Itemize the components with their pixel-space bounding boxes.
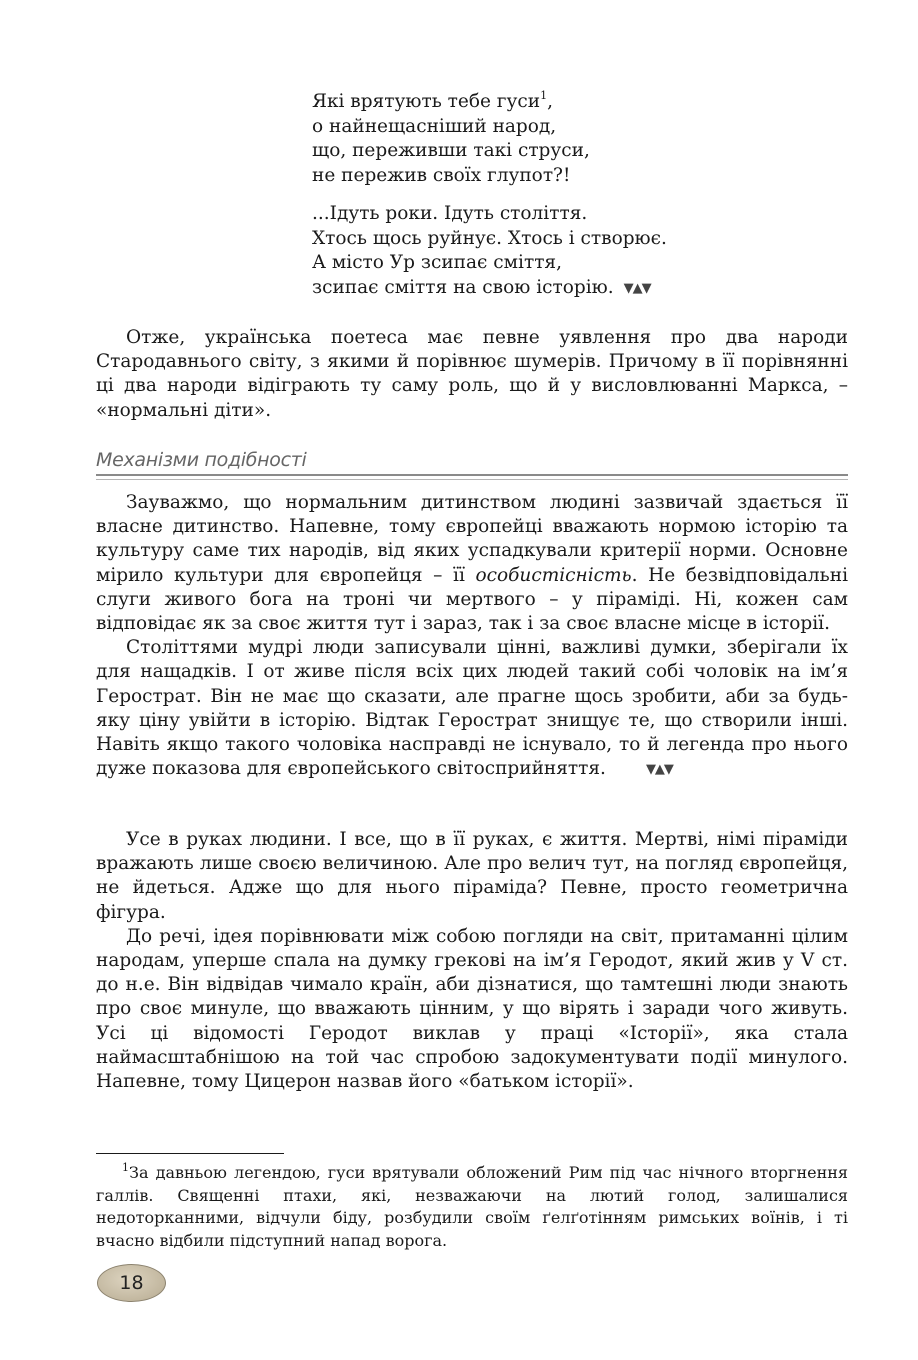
body-paragraph: До речі, ідея порівнювати між собою погляди на світ, притаманні цілим народам, уперше спала на думку грекові на ім’я Геродот, який жив у V ст. до н.е. Він відвідав чимало країн, аби дізнатися, що тамтешні люди знають про своє минуле, що вважають цінним, у що вірять і заради чого живуть. Усі ці відомості Геродот виклав у праці «Історії», яка стала наймасштабнішою на той час спробою задокументувати події минулого. Напевне, тому Цицерон назвав його «батьком історії». — [96, 925, 848, 1093]
heading-underline — [96, 474, 848, 476]
body-paragraph: Отже, українська поетеса має певне уявлення про два народи Стародавнього світу, з якими й порівнює шумерів. Причому в її порівнянні ці два народи відіграють ту саму роль, що й у висловлюванні Маркса, – «нормальні діти». — [96, 327, 848, 421]
footnote-reference[interactable]: 1 — [540, 89, 548, 102]
body-paragraph: Століттями мудрі люди записували цінні, важливі думки, зберігали їх для нащадків. І от живе після всіх цих людей такий собі чоловік на ім’я Герострат. Він не має що сказати, але прагне щось зробити, аби за будь-яку ціну увійти в історію. Відтак Герострат знищує те, що створили інші. Навіть якщо такого чоловіка насправді не існувало, то й легенда про нього дуже показова для європейського світосприйняття. ▼▲▼ — [96, 636, 848, 782]
page-number: 18 — [119, 1272, 144, 1294]
body-paragraph: Зауважмо, що нормальним дитинством людині зазвичай здається її власне дитинство. Напевне, тому європейці вважають нормою історію та культуру саме тих народів, від яких успадкували критерії норми. Основне мірило культури для європейця – її особистісність. Не безвідповідальні слуги живого бога на троні чи мертвого – у піраміді. Ні, кожен сам відповідає як за своє життя тут і зараз, так і за своє власне місце в історії. — [96, 492, 848, 635]
poem-stanza-2 — [312, 202, 667, 301]
poem-line: що, переживши такі струси, — [312, 140, 590, 161]
footnote-separator — [96, 1153, 284, 1154]
section-end-marker-icon: ▼▲▼ — [645, 762, 673, 778]
heading-underline-thin — [96, 479, 848, 480]
poem-line: Які врятують тебе гуси$^1$, — [312, 89, 553, 112]
section-end-marker-icon: ▼▲▼ — [623, 280, 651, 296]
poem-line: Хтось щось руйнує. Хтось і створює. — [312, 227, 667, 249]
poem-line: ...Ідуть роки. Ідуть століття. — [312, 203, 588, 224]
closing-section — [96, 828, 848, 1094]
poem-line: не пережив своїх глупот?! — [312, 164, 571, 186]
poem-line: зсипає сміття на свою історію. ▼▲▼ — [312, 276, 667, 302]
footnote — [96, 1162, 848, 1252]
body-paragraph: Усе в руках людини. І все, що в її руках, є життя. Мертві, німі піраміди вражають лише своєю величиною. Але про велич тут, на погляд європейця, не йдеться. Адже що для нього піраміда? Певне, просто геометрична фігура. — [96, 829, 848, 923]
emphasis-text: особистісність — [475, 564, 632, 586]
page-number-badge — [97, 1264, 166, 1302]
paragraph-after-poem — [96, 326, 848, 423]
poem-line: о найнещасніший народ, — [312, 115, 557, 137]
section-heading: Механізми подібності — [96, 449, 307, 471]
poem-line: А місто Ур зсипає сміття, — [312, 252, 562, 273]
footnote-text: $^1$За давньою легендою, гуси врятували обложений Рим під час нічного вторгнення галлів. Священні птахи, які, незважаючи на лютий голод, залишалися недоторканними, відчули біду, розбудили своїм ґелґотінням римських воїнів, і ті вчасно відбили підступний напад ворога. — [96, 1161, 848, 1250]
poem-stanza-1 — [312, 90, 590, 188]
section-body — [96, 491, 848, 782]
footnote-mark: 1 — [122, 1161, 129, 1174]
